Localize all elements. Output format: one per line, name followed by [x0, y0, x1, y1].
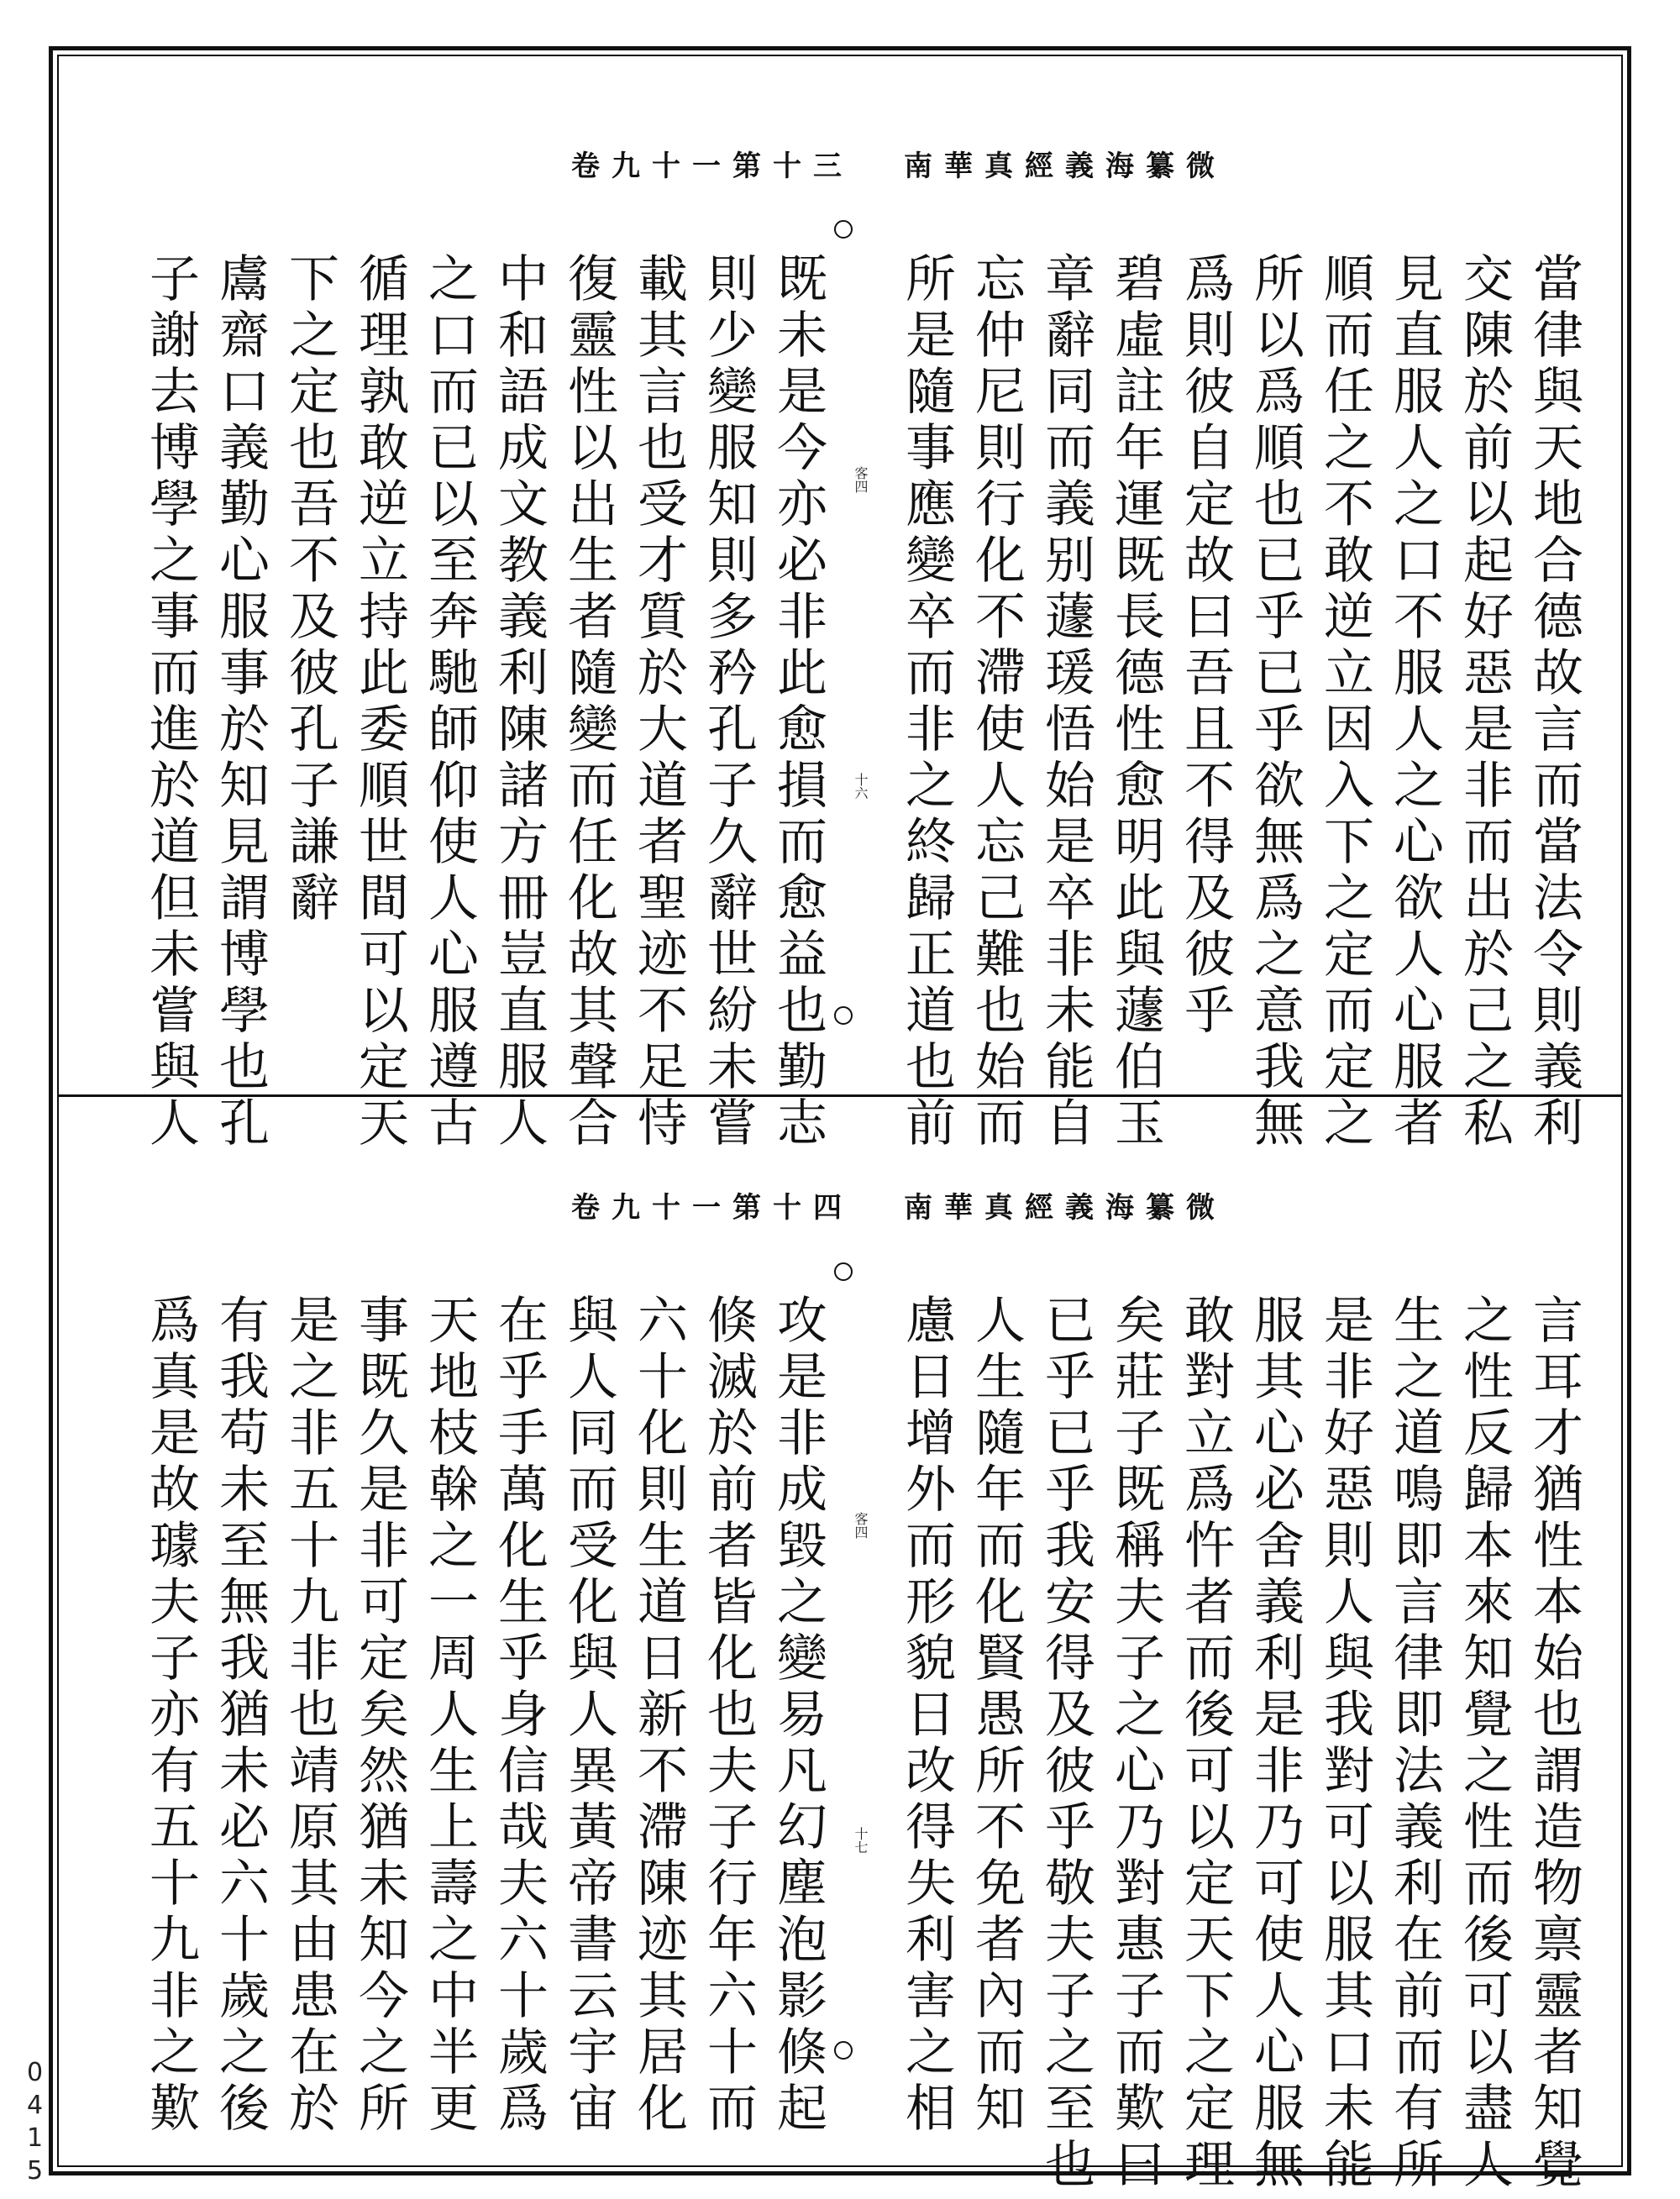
bottom-column-2: 之性反歸本來知覺之性而後可以盡人: [1455, 1294, 1514, 2194]
top-column-14: 復靈性以出生者隨變而任化故其聲合: [559, 252, 618, 1152]
bottom-column-17: 事既久是非可定矣然猶未知今之所: [350, 1294, 409, 2138]
top-column-4: 順而任之不敢逆立因入下之定而定之: [1315, 252, 1374, 1152]
bottom-page-header: [504, 1184, 1226, 1225]
bottom-column-14: 與人同而受化與人異黃帝書云宇宙: [559, 1294, 618, 2138]
bottom-circle-mark: [834, 1262, 853, 1281]
top-column-1: 當律與天地合德故言而當法令則義利: [1525, 252, 1583, 1152]
top-column-12: 則少變服知則多矜孔子久辭世紛未嘗: [699, 252, 758, 1152]
top-column-10: 所是隨事應變卒而非之終歸正道也前: [897, 252, 956, 1152]
bottom-column-8: 已乎已乎我安得及彼乎敬夫子之至也: [1037, 1294, 1095, 2194]
top-column-6: 爲則彼自定故曰吾且不得及彼乎: [1176, 252, 1235, 1040]
top-header-title: 南華真經義海纂微: [904, 150, 1226, 183]
top-header-volume: 卷九十一第十三: [571, 150, 853, 183]
bottom-column-11: 攻是非成毀之變易凡幻塵泡影倏起: [769, 1294, 827, 2138]
bottom-circle-mark-lower: [834, 2041, 853, 2060]
top-column-3: 見直服人之口不服人之心欲人心服者: [1385, 252, 1444, 1152]
top-folio-mark-left: 客四: [853, 466, 869, 493]
bottom-column-7: 矣莊子既稱夫子之心乃對惠子而歎曰: [1106, 1294, 1165, 2194]
top-column-8: 章辭同而義别蘧瑗悟始是卒非未能自: [1037, 252, 1095, 1152]
top-circle-mark: [834, 220, 853, 239]
top-column-2: 交陳於前以起好惡是非而出於己之私: [1455, 252, 1514, 1152]
top-page-header: [504, 143, 1226, 184]
bottom-column-3: 生之道鳴即言律即法義利在前而有所: [1385, 1294, 1444, 2194]
bottom-column-1: 言耳才猶性本始也謂造物禀靈者知覺: [1525, 1294, 1583, 2194]
bottom-column-20: 爲真是故璩夫子亦有五十九非之歎: [141, 1294, 200, 2138]
top-column-18: 下之定也吾不及彼孔子謙辭: [281, 252, 339, 927]
top-column-9: 忘仲尼則行化不滯使人忘己難也始而: [967, 252, 1026, 1152]
bottom-column-18: 是之非五十九非也靖原其由患在於: [281, 1294, 339, 2138]
top-column-15: 中和語成文教義利陳諸方冊豈直服人: [490, 252, 549, 1152]
bottom-column-19: 有我苟未至無我猶未必六十歲之後: [211, 1294, 270, 2138]
top-circle-mark-lower: [834, 1006, 853, 1025]
bottom-column-10: 慮日增外而形貌日改得失利害之相: [897, 1294, 956, 2138]
top-column-19: 鬳齋口義勤心服事於知見謂博學也孔: [211, 252, 270, 1152]
top-column-16: 之口而已以至奔馳師仰使人心服遵古: [420, 252, 479, 1152]
top-folio-mark-right: 十六: [853, 773, 869, 800]
bottom-column-9: 人生隨年而化賢愚所不免者內而知: [967, 1294, 1026, 2138]
bottom-folio-mark-right: 十七: [853, 1827, 869, 1854]
bottom-header-title: 南華真經義海纂微: [904, 1191, 1226, 1225]
top-column-17: 循理孰敢逆立持此委順世間可以定天: [350, 252, 409, 1152]
page-number: 0415: [20, 2058, 50, 2189]
bottom-column-13: 六十化則生道日新不滯陳迹其居化: [629, 1294, 688, 2138]
top-column-13: 載其言也受才質於大道者聖迹不足恃: [629, 252, 688, 1152]
top-column-7: 碧虛註年運既長德性愈明此與蘧伯玉: [1106, 252, 1165, 1152]
bottom-column-16: 天地枝榦之一周人生上壽之中半更: [420, 1294, 479, 2138]
bottom-column-5: 服其心必舍義利是非乃可使人心服無: [1246, 1294, 1305, 2194]
bottom-column-15: 在乎手萬化生乎身信哉夫六十歲爲: [490, 1294, 549, 2138]
bottom-column-6: 敢對立爲忤者而後可以定天下之定理: [1176, 1294, 1235, 2194]
bottom-column-12: 倏滅於前者皆化也夫子行年六十而: [699, 1294, 758, 2138]
top-column-20: 子謝去博學之事而進於道但未嘗與人: [141, 252, 200, 1152]
bottom-header-volume: 卷九十一第十四: [571, 1191, 853, 1225]
bottom-column-4: 是非好惡則人與我對可以服其口未能: [1315, 1294, 1374, 2194]
top-column-11: 既未是今亦必非此愈損而愈益也勤志: [769, 252, 827, 1152]
bottom-folio-mark-left: 客四: [853, 1512, 869, 1539]
top-column-5: 所以爲順也已乎已乎欲無爲之意我無: [1246, 252, 1305, 1152]
